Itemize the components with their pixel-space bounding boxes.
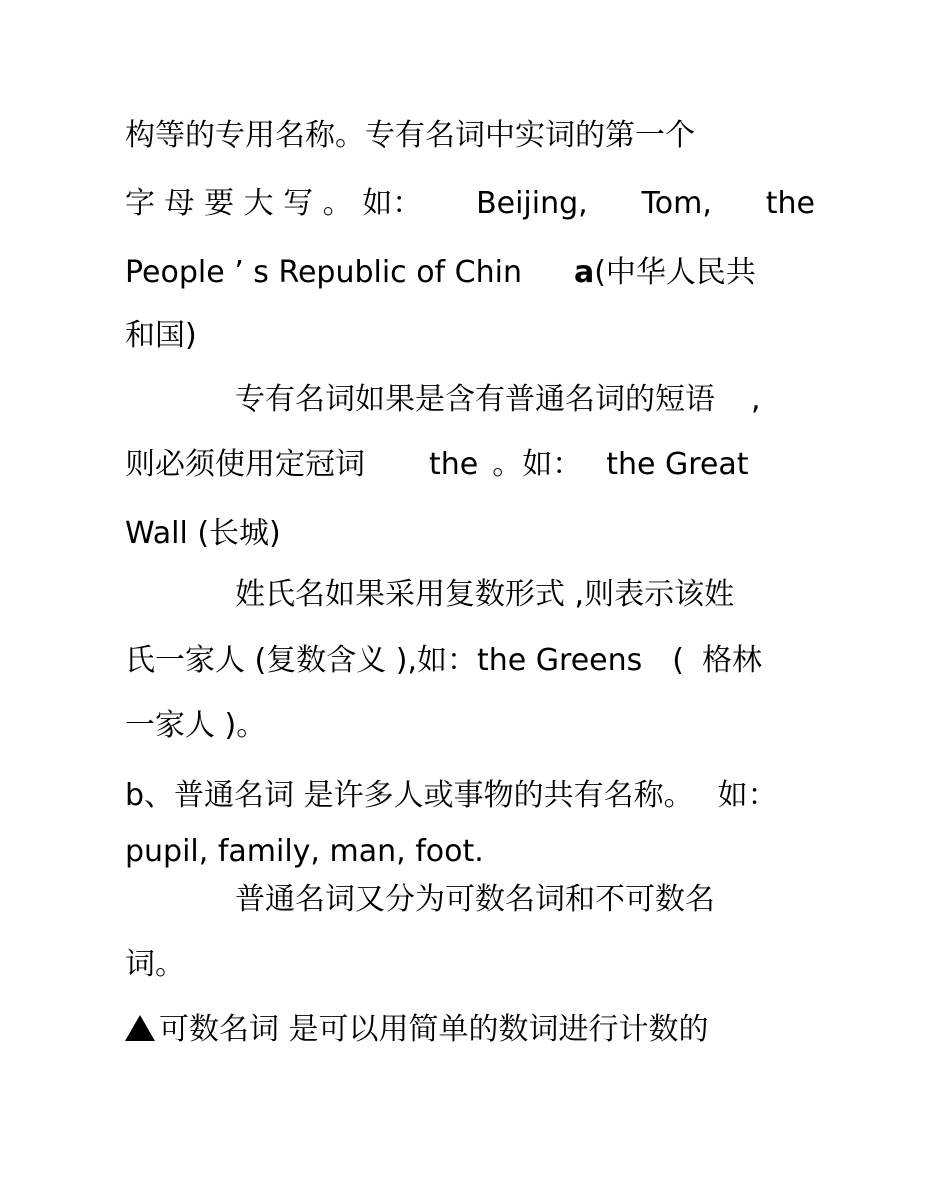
line-text: b、普通名词 是许多人或事物的共有名称。 (125, 778, 694, 813)
line-text: 词。 (125, 947, 185, 982)
line-text: 。如： (492, 447, 583, 482)
text-line (125, 318, 197, 354)
line-text: 构等的专用名称。专有名词中实词的第一个 (125, 118, 695, 153)
line-text: 字 母 要 大 写 。 如： (125, 186, 423, 221)
text-line (125, 834, 484, 870)
line-text: (中华人民共 (594, 255, 756, 290)
line-text: the Great (606, 447, 749, 482)
line-text: pupil, family, man, foot. (125, 834, 484, 869)
line-text: , (751, 382, 761, 417)
text-line (235, 382, 761, 418)
line-text: the (765, 186, 815, 221)
line-text: the (429, 447, 479, 482)
text-line (125, 186, 815, 222)
line-text: 普通名词又分为可数名词和不可数名 (235, 882, 715, 917)
line-text: 可数名词 是可以用简单的数词进行计数的 (159, 1012, 709, 1047)
text-line (125, 516, 281, 552)
text-line (125, 708, 266, 744)
text-line (125, 643, 762, 679)
text-line (125, 1012, 709, 1048)
text-line (235, 882, 715, 918)
text-line (125, 118, 695, 154)
line-text: a (573, 255, 595, 290)
line-text: 则必须使用定冠词 (125, 447, 365, 482)
text-line (125, 778, 778, 814)
text-line (125, 255, 756, 291)
line-text: 姓氏名如果采用复数形式 ,则表示该姓 (235, 577, 735, 612)
text-line (125, 447, 749, 483)
line-text: 如： (717, 778, 778, 813)
line-text: Beijing, (476, 186, 588, 221)
text-line (125, 947, 185, 983)
line-text: 格林 (701, 643, 762, 678)
line-text: Tom, (641, 186, 712, 221)
triangle-bullet-icon (125, 1015, 155, 1041)
line-text: 和国) (125, 318, 197, 353)
line-text: 一家人 )。 (125, 708, 267, 743)
line-text: Wall (长城) (125, 516, 281, 551)
line-text: 氏一家人 (复数含义 ),如：the Greens (125, 643, 643, 678)
line-text: People ’ s Republic of Chin (125, 255, 522, 290)
line-text: 专有名词如果是含有普通名词的短语 (235, 382, 715, 417)
line-text: ( (672, 643, 684, 678)
text-line (235, 577, 734, 613)
